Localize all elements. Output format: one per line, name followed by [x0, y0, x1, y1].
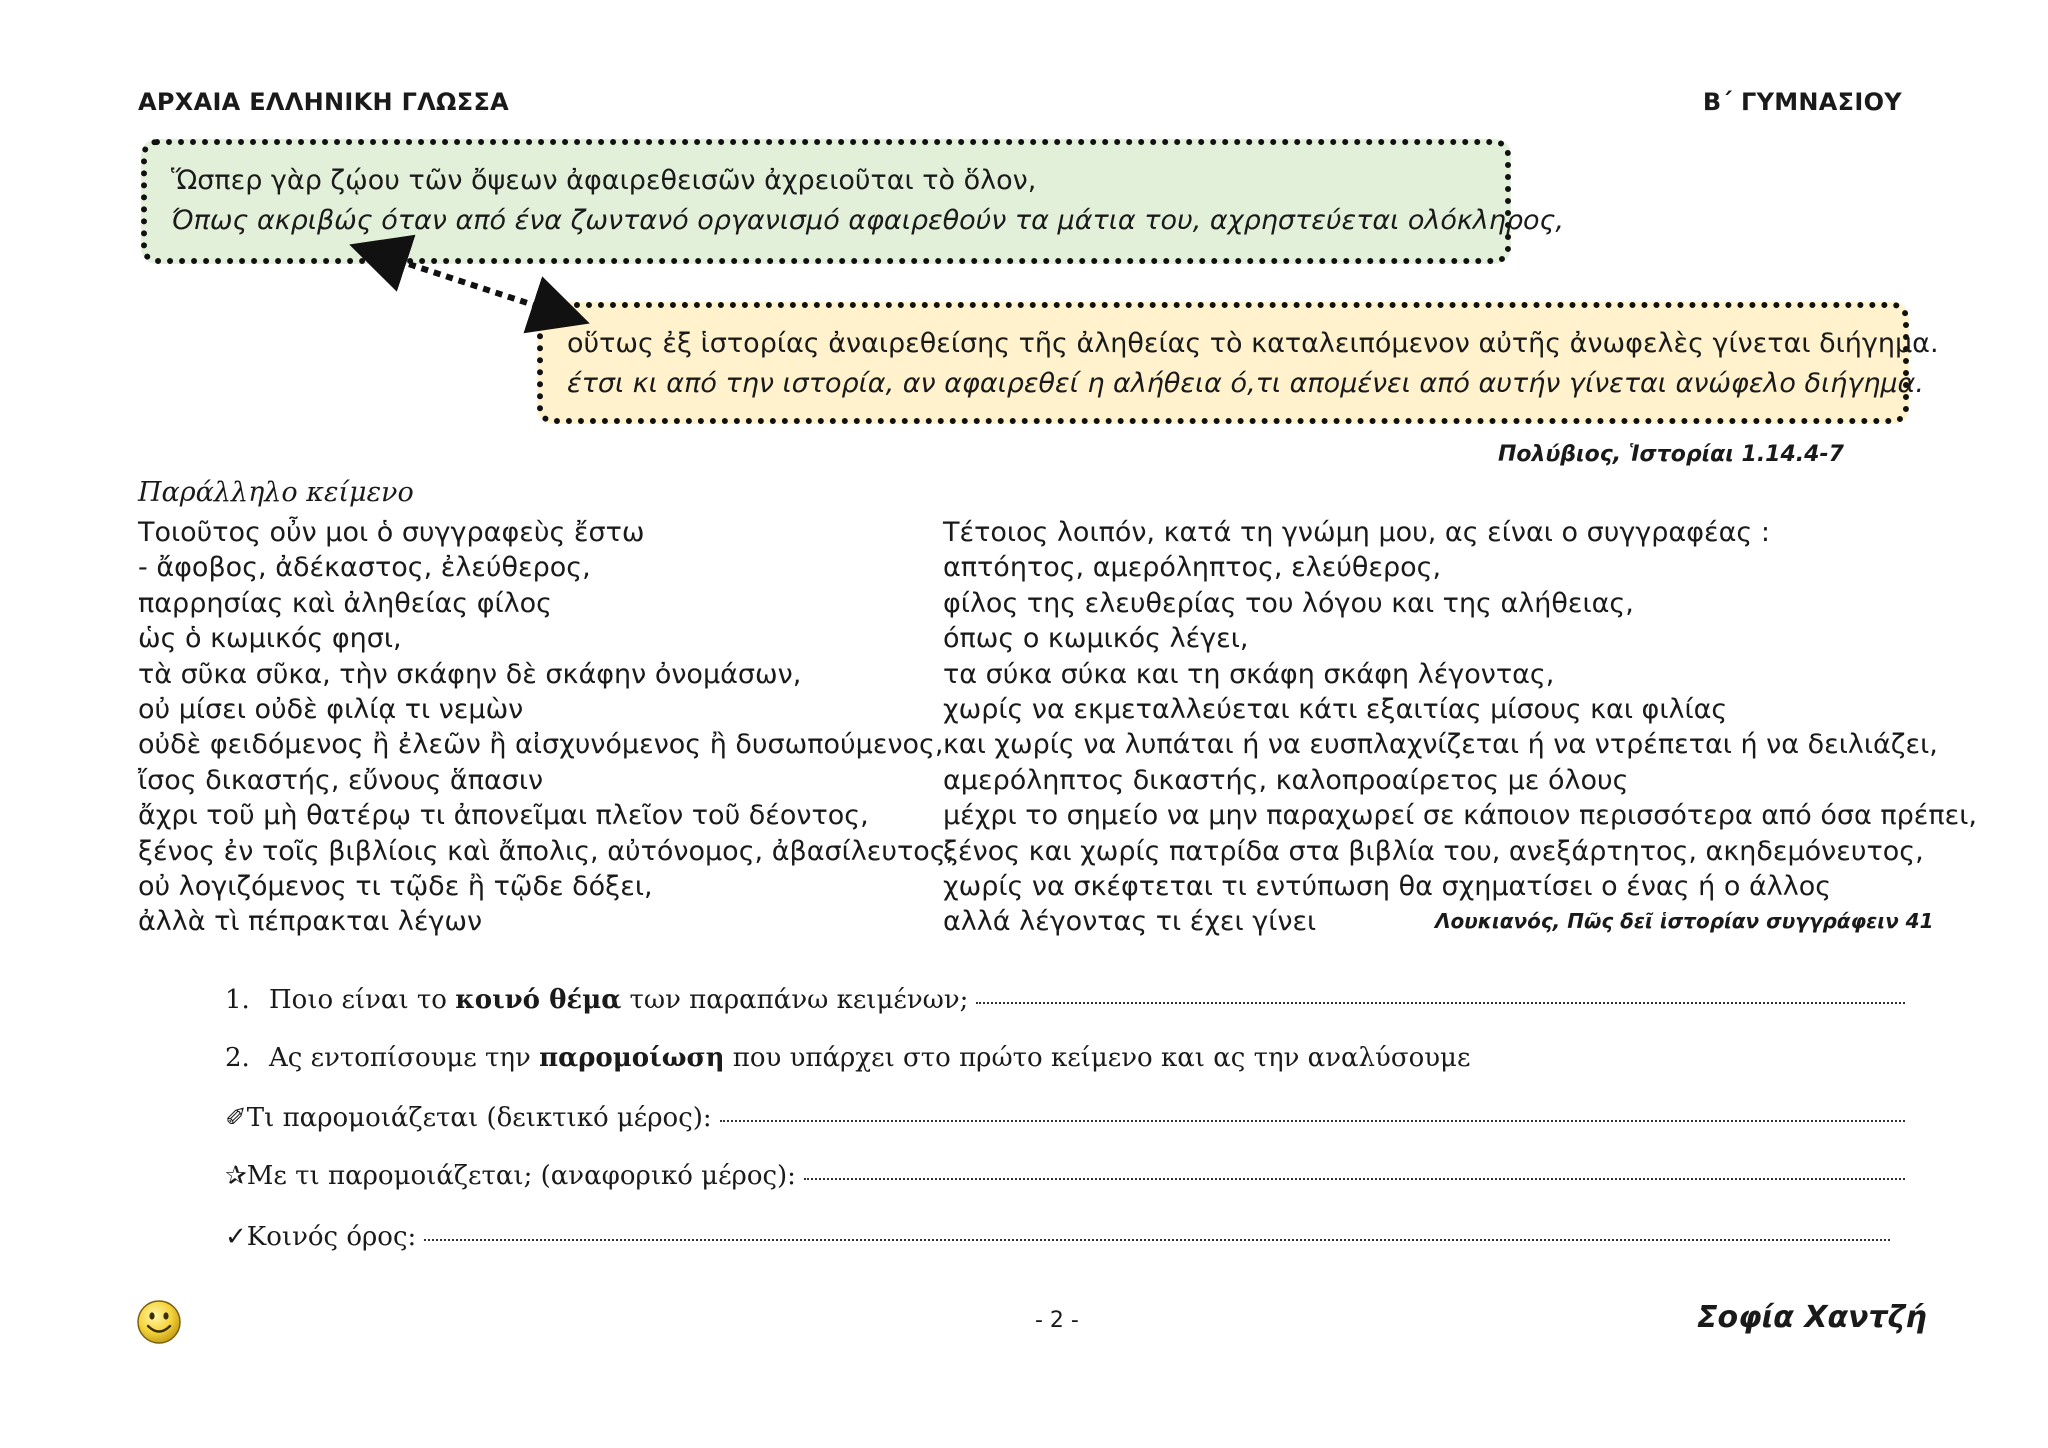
answer-line[interactable]: [804, 1178, 1905, 1180]
modern-line: όπως ο κωμικός λέγει,: [943, 623, 1249, 655]
box1-ancient-text: Ὥσπερ γὰρ ζῴου τῶν ὄψεων ἀφαιρεθεισῶν ἀχρειοῦται τὸ ὅλον,: [171, 165, 1037, 196]
question-text: Ας εντοπίσουμε την: [269, 1043, 531, 1073]
box2-modern-text: έτσι κι από την ιστορία, αν αφαιρεθεί η αλήθεια ό,τι απομένει από αυτήν γίνεται ανώφελο διήγημα.: [567, 368, 1924, 399]
greek-line: οὐ μίσει οὐδὲ φιλίᾳ τι νεμὼν: [138, 694, 524, 726]
header-subject: ΑΡΧΑΙΑ ΕΛΛΗΝΙΚΗ ΓΛΩΣΣΑ: [138, 88, 510, 116]
source-lucian: Λουκιανός, Πῶς δεῖ ἱστορίαν συγγράφειν 41: [1435, 909, 1934, 933]
modern-line: τα σύκα σύκα και τη σκάφη σκάφη λέγοντας,: [943, 658, 1555, 690]
source-polybius: Πολύβιος, Ἱστορίαι 1.14.4-7: [1498, 442, 1844, 467]
modern-line: και χωρίς να λυπάται ή να ευσπλαχνίζεται ή να ντρέπεται ή να δειλιάζει,: [943, 729, 1938, 761]
question-2: [225, 1041, 1905, 1075]
smiley-icon: [136, 1299, 182, 1345]
modern-line: αλλά λέγοντας τι έχει γίνει: [943, 906, 1317, 938]
question-1: [225, 983, 1905, 1017]
parallel-text-title: Παράλληλο κείμενο: [138, 477, 414, 508]
simile-box-second: [537, 302, 1939, 424]
checkmark-icon: ✓: [225, 1222, 247, 1252]
modern-greek-column: [943, 515, 1977, 940]
question-compared-part: [225, 1101, 1905, 1135]
modern-line: φίλος της ελευθερίας του λόγου και της αλήθειας,: [943, 587, 1634, 619]
question-text: Ποιο είναι το: [269, 985, 447, 1015]
author-name: Σοφία Χαντζή: [1697, 1300, 1927, 1335]
greek-line: ἴσος δικαστής, εὔνους ἅπασιν: [138, 764, 544, 796]
modern-line: ξένος και χωρίς πατρίδα στα βιβλία του, ανεξάρτητος, ακηδεμόνευτος,: [943, 835, 1924, 867]
answer-line[interactable]: [976, 1002, 1905, 1004]
question-common-term: [225, 1220, 1890, 1254]
simile-box-first: [141, 139, 1564, 264]
question-keyword: κοινό θέμα: [455, 985, 622, 1015]
modern-line: Τέτοιος λοιπόν, κατά τη γνώμη μου, ας είναι ο συγγραφέας :: [943, 517, 1770, 548]
modern-line: μέχρι το σημείο να μην παραχωρεί σε κάποιον περισσότερα από όσα πρέπει,: [943, 800, 1977, 832]
greek-line: ἄχρι τοῦ μὴ θατέρῳ τι ἀπονεῖμαι πλεῖον τοῦ δέοντος,: [138, 800, 869, 832]
greek-line: - ἄφοβος, ἀδέκαστος, ἐλεύθερος,: [138, 552, 591, 584]
question-text: Τι παρομοιάζεται (δεικτικό μέρος):: [246, 1103, 712, 1133]
modern-line: απτόητος, αμερόληπτος, ελεύθερος,: [943, 552, 1442, 584]
question-comparison-part: [225, 1159, 1905, 1193]
greek-line: τὰ σῦκα σῦκα, τὴν σκάφην δὲ σκάφην ὀνομάσων,: [138, 658, 802, 690]
modern-line: χωρίς να σκέφτεται τι εντύπωση θα σχηματίσει ο ένας ή ο άλλος: [943, 871, 1832, 903]
question-keyword: παρομοίωση: [539, 1043, 725, 1073]
question-number: 2.: [225, 1043, 250, 1073]
box2-ancient-text: οὕτως ἐξ ἱστορίας ἀναιρεθείσης τῆς ἀληθείας τὸ καταλειπόμενον αὐτῆς ἀνωφελὲς γίνεται διήγημα.: [567, 328, 1939, 359]
box1-modern-text: Όπως ακριβώς όταν από ένα ζωντανό οργανισμό αφαιρεθούν τα μάτια του, αχρηστεύεται ολόκληρος,: [171, 205, 1564, 236]
greek-line: ὡς ὁ κωμικός φησι,: [138, 623, 402, 655]
modern-line: χωρίς να εκμεταλλεύεται κάτι εξαιτίας μίσους και φιλίας: [943, 694, 1728, 726]
star-icon: ✰: [225, 1161, 247, 1191]
greek-line: Τοιοῦτος οὖν μοι ὁ συγγραφεὺς ἔστω: [138, 517, 645, 548]
modern-line: αμερόληπτος δικαστής, καλοπροαίρετος με όλους: [943, 764, 1629, 796]
question-text: των παραπάνω κειμένων;: [629, 985, 969, 1015]
page-number: - 2 -: [1035, 1308, 1079, 1333]
answer-line[interactable]: [720, 1120, 1905, 1122]
greek-line: ξένος ἐν τοῖς βιβλίοις καὶ ἄπολις, αὐτόνομος, ἀβασίλευτος,: [138, 835, 955, 867]
answer-line[interactable]: [424, 1239, 1890, 1241]
greek-line: παρρησίας καὶ ἀληθείας φίλος: [138, 587, 553, 619]
question-text: που υπάρχει στο πρώτο κείμενο και ας την αναλύσουμε: [732, 1043, 1471, 1073]
question-text: Κοινός όρος:: [246, 1222, 417, 1252]
greek-line: ἀλλὰ τὶ πέπρακται λέγων: [138, 906, 483, 938]
question-number: 1.: [225, 985, 250, 1015]
greek-line: οὐδὲ φειδόμενος ἢ ἐλεῶν ἢ αἰσχυνόμενος ἢ δυσωπούμενος,: [138, 729, 944, 761]
pencil-icon: ✐: [225, 1103, 247, 1133]
ancient-greek-column: [138, 515, 954, 940]
question-text: Με τι παρομοιάζεται; (αναφορικό μέρος):: [246, 1161, 796, 1191]
header-grade: Β΄ ΓΥΜΝΑΣΙΟΥ: [1702, 88, 1902, 116]
greek-line: οὐ λογιζόμενος τι τῷδε ἢ τῷδε δόξει,: [138, 871, 653, 903]
